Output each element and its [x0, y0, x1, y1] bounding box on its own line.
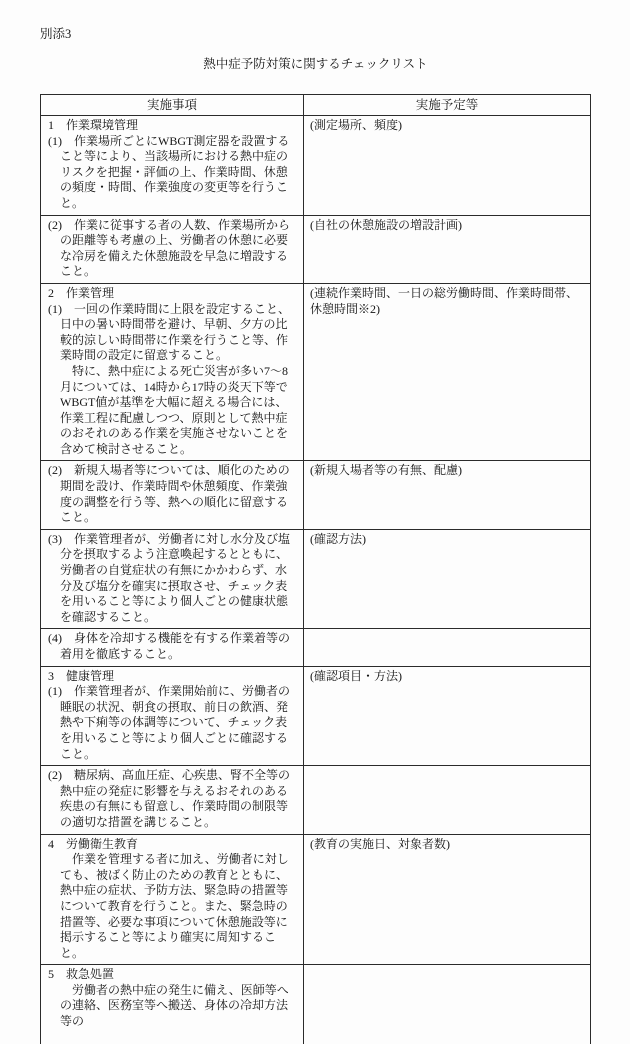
schedule-cell: (新規入場者等の有無、配慮) — [304, 461, 591, 529]
section-heading: 3 健康管理 — [48, 668, 115, 683]
section-heading: 2 作業管理 — [48, 285, 115, 300]
items-cell — [41, 666, 304, 766]
item-paragraph: (1) 作業管理者が、作業開始前に、労働者の睡眠の状況、朝食の摂取、前日の飲酒、発熱や下痢等の体調等について、チェック表を用いること等により個人ごとに確認すること。 — [48, 684, 290, 761]
items-cell — [41, 629, 304, 666]
table-header-row — [41, 95, 591, 116]
item-paragraph: (4) 身体を冷却する機能を有する作業着等の着用を徹底すること。 — [48, 631, 290, 661]
items-cell — [41, 529, 304, 629]
body-paragraph: 特に、熱中症による死亡災害が多い7～8月については、14時から17時の炎天下等でWBGT値が基準を大幅に超える場合には、作業工程に配慮しつつ、原則として熱中症のおそれのある作業を実施させないことを含めて検討させること。 — [60, 363, 289, 456]
schedule-cell — [304, 965, 591, 1044]
schedule-cell: (確認項目・方法) — [304, 666, 591, 766]
section-heading: 4 労働衛生教育 — [48, 836, 139, 851]
body-paragraph: 労働者の熱中症の発生に備え、医師等への連絡、医務室等へ搬送、身体の冷却方法等の — [60, 982, 289, 1029]
schedule-cell: (測定場所、頻度) — [304, 116, 591, 216]
schedule-cell — [304, 766, 591, 834]
item-paragraph: (2) 糖尿病、高血圧症、心疾患、腎不全等の熱中症の発症に影響を与えるおそれのある疾患の有無にも留意し、作業時間の制限等の適切な措置を講じること。 — [48, 768, 290, 829]
table-row — [41, 834, 591, 965]
checklist-table — [40, 94, 591, 1044]
table-row — [41, 116, 591, 216]
table-row — [41, 965, 591, 1044]
schedule-cell: (自社の休憩施設の増設計画) — [304, 215, 591, 283]
items-cell — [41, 215, 304, 283]
items-cell — [41, 283, 304, 461]
schedule-cell: (確認方法) — [304, 529, 591, 629]
section-heading: 5 救急処置 — [48, 967, 115, 982]
table-row — [41, 215, 591, 283]
item-paragraph: (1) 作業場所ごとにWBGT測定器を設置すること等により、当該場所における熱中症のリスクを把握・評価の上、作業時間、休憩の頻度・時間、作業強度の変更等を行うこと。 — [48, 133, 290, 210]
item-paragraph: (2) 作業に従事する者の人数、作業場所からの距離等も考慮の上、労働者の休憩に必要な冷房を備えた休憩施設を早急に増設すること。 — [48, 217, 290, 279]
schedule-cell — [304, 629, 591, 666]
table-row — [41, 666, 591, 766]
item-paragraph: (3) 作業管理者が、労働者に対し水分及び塩分を摂取するよう注意喚起するとともに、労働者の自覚症状の有無にかかわらず、水分及び塩分を確実に摂取させ、チェック表を用いること等により個人ごとの健康状態を確認すること。 — [48, 531, 290, 624]
item-paragraph: (2) 新規入場者等については、順化のための期間を設け、作業時間や休憩頻度、作業強度の調整を行う等、熱への順化に留意すること。 — [48, 463, 290, 525]
column-header-schedule: 実施予定等 — [304, 95, 591, 116]
table-body — [41, 116, 591, 1044]
items-cell — [41, 834, 304, 965]
page-title: 熱中症予防対策に関するチェックリスト — [203, 57, 428, 71]
body-paragraph: 作業を管理する者に加え、労働者に対しても、被ばく防止のための教育とともに、熱中症の症状、予防方法、緊急時の措置等について教育を行うこと。また、緊急時の措置等、必要な事項について休憩施設等に掲示すること等により確実に周知すること。 — [60, 852, 289, 960]
items-cell — [41, 766, 304, 834]
schedule-cell: (教育の実施日、対象者数) — [304, 834, 591, 965]
attachment-label: 別添3 — [40, 27, 72, 41]
item-paragraph: (1) 一回の作業時間に上限を設定すること、日中の暑い時間帯を避け、早朝、夕方の比較的涼しい時間帯に作業を行うこと等、作業時間の設定に留意すること。 — [48, 301, 290, 363]
table-row — [41, 766, 591, 834]
items-cell — [41, 461, 304, 529]
table-row — [41, 529, 591, 629]
table-row — [41, 283, 591, 461]
schedule-cell: (連続作業時間、一日の総労働時間、作業時間帯、休憩時間※2) — [304, 283, 591, 461]
table-row — [41, 629, 591, 666]
column-header-items: 実施事項 — [41, 95, 304, 116]
table-row — [41, 461, 591, 529]
items-cell — [41, 965, 304, 1044]
items-cell — [41, 116, 304, 216]
section-heading: 1 作業環境管理 — [48, 118, 139, 132]
